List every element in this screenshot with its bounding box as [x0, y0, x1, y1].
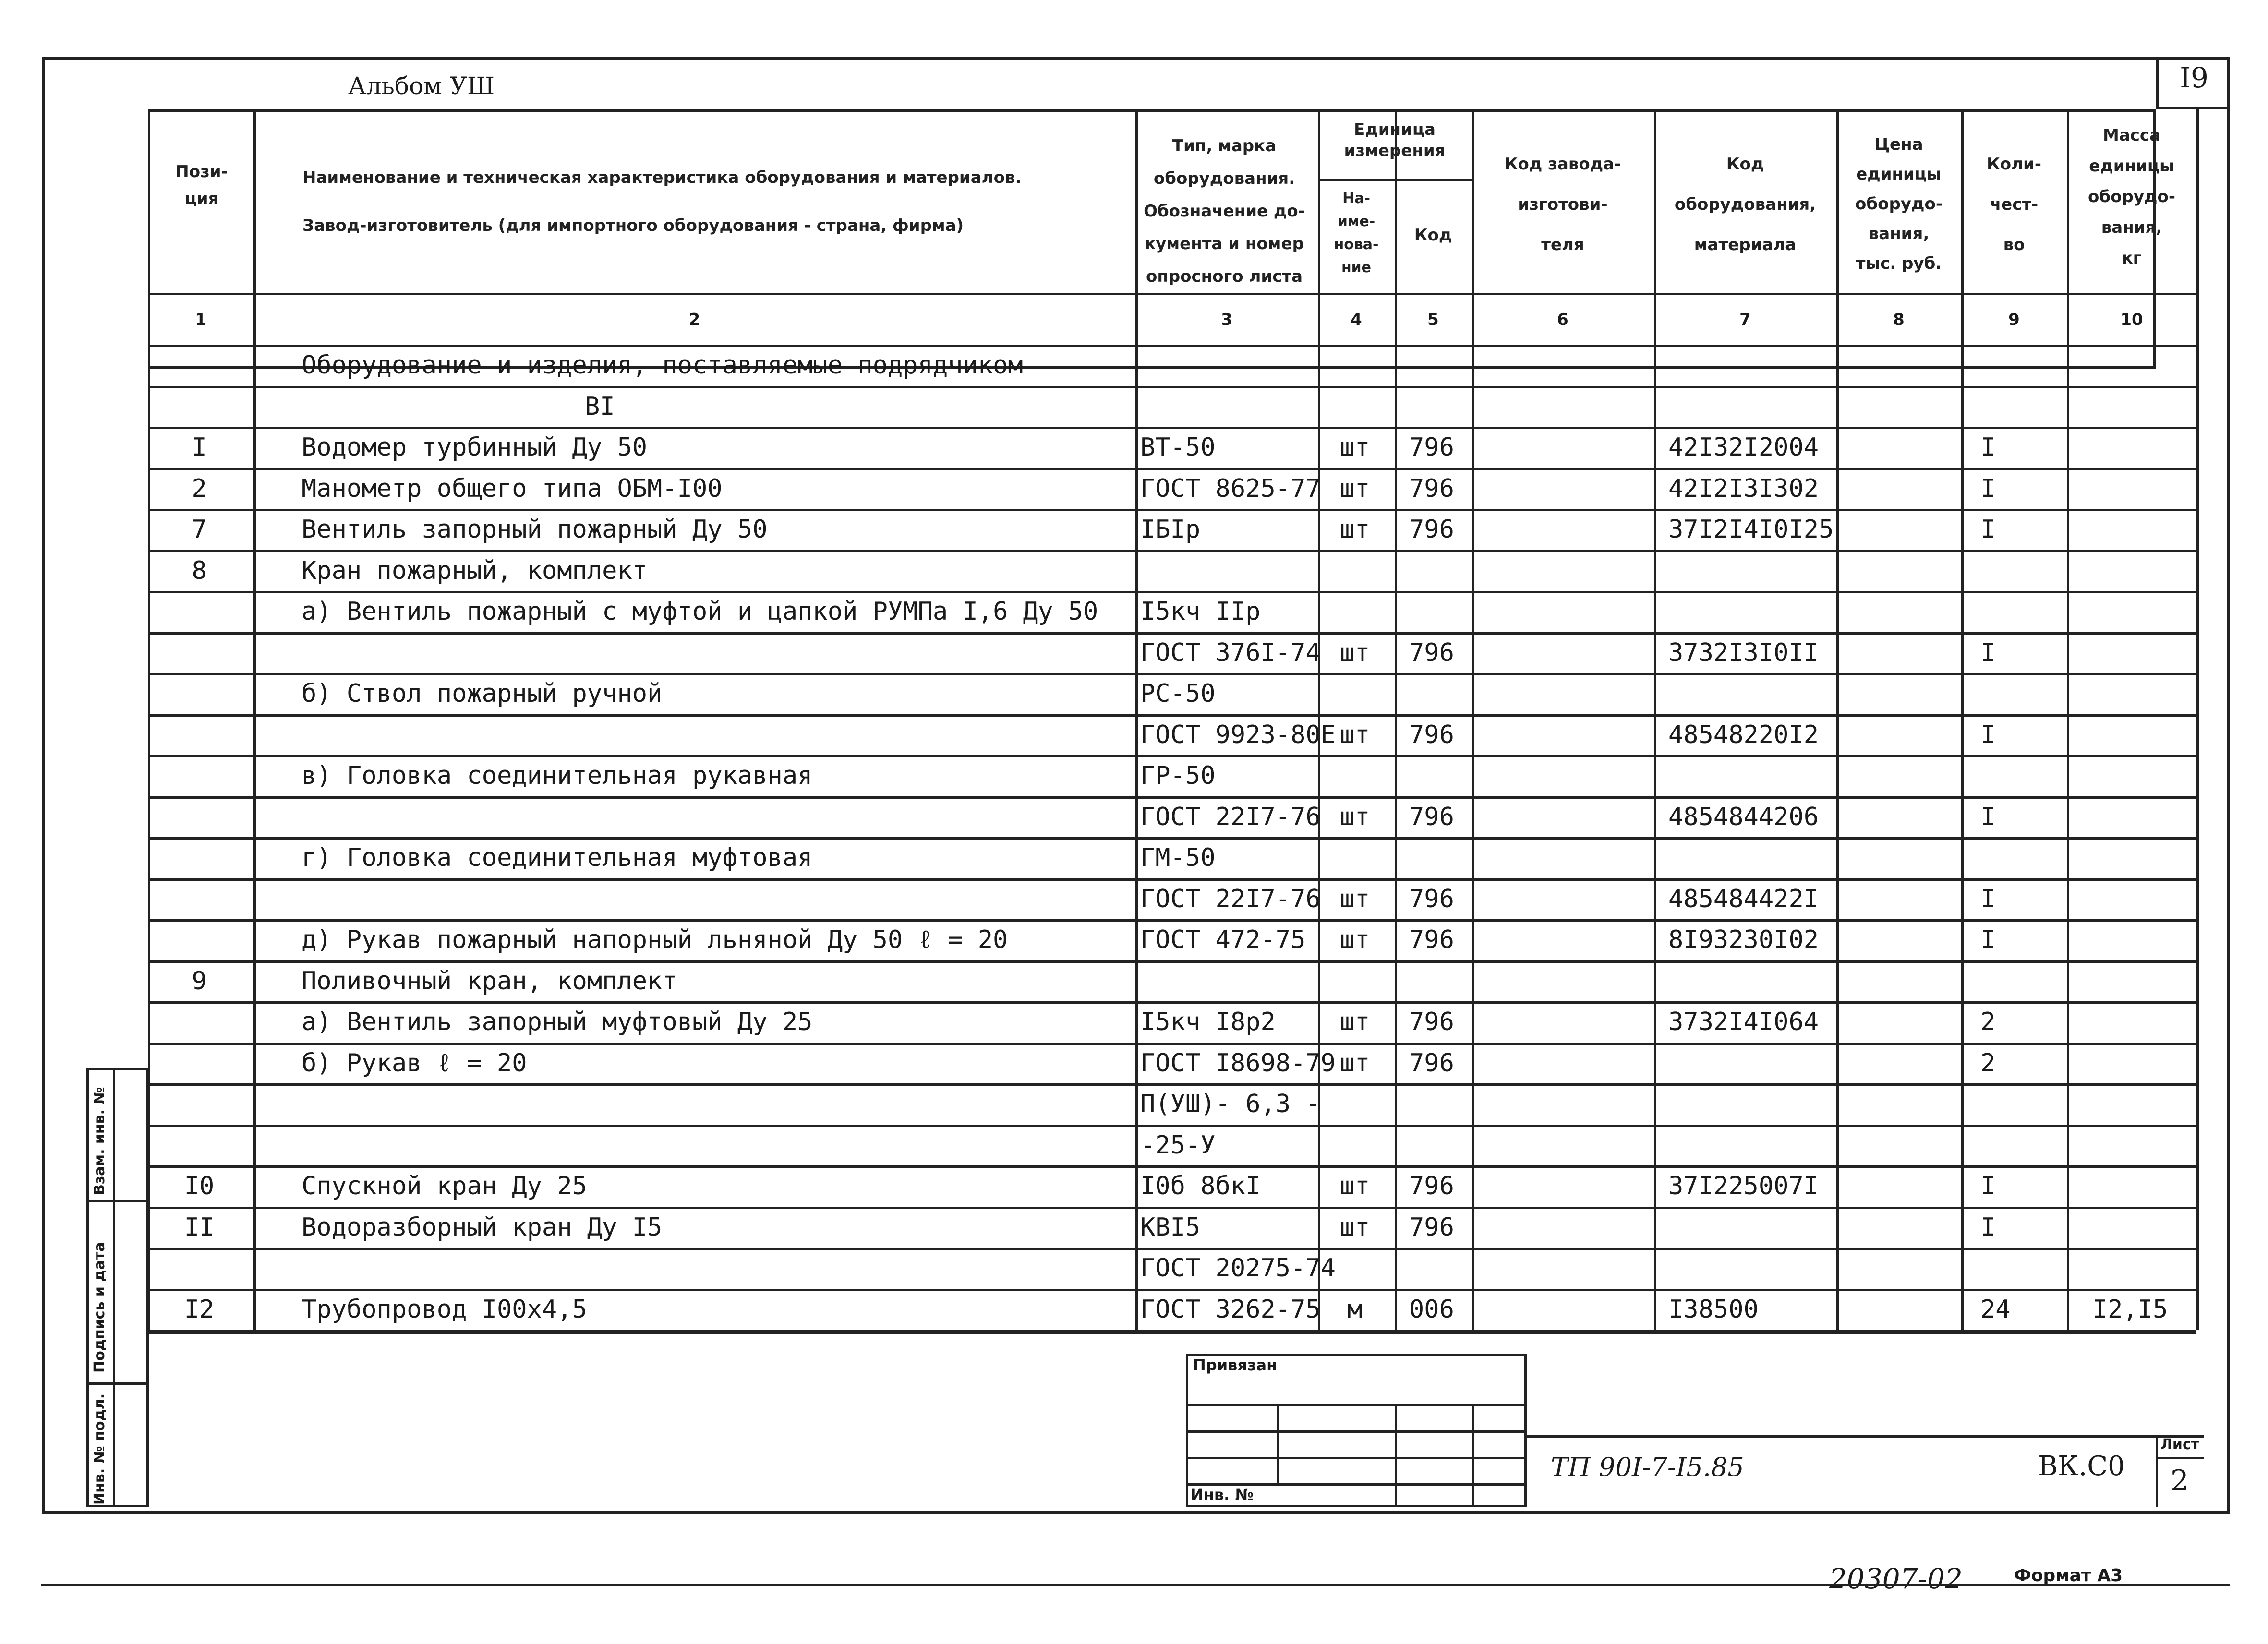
- cell-equipment-code: 4854844206: [1668, 802, 1819, 831]
- header-equipment-line: Код: [1726, 155, 1764, 174]
- cell-unit: шт: [1339, 802, 1370, 831]
- binding-box-line: [1186, 1457, 1527, 1459]
- header-type-line: Тип, марка: [1172, 136, 1277, 156]
- cell-quantity: I: [1980, 1172, 1996, 1200]
- header-subdivider: [1318, 179, 1472, 181]
- cell-quantity: I: [1980, 433, 1996, 462]
- cell-position: II: [184, 1212, 215, 1242]
- cell-unit: шт: [1339, 515, 1370, 544]
- cell-unit-code: 796: [1409, 1172, 1454, 1200]
- header-name-line: Завод-изготовитель (для импортного оборудования - страна, фирма): [302, 216, 964, 235]
- cell-type: I0б 8бкI: [1140, 1172, 1261, 1200]
- column-number: 6: [1557, 310, 1568, 329]
- cell-unit: шт: [1339, 1172, 1370, 1200]
- cell-unit-code: 796: [1409, 433, 1454, 462]
- cell-equipment-code: 37I225007I: [1668, 1172, 1819, 1200]
- side-stamp-divider: [113, 1068, 115, 1507]
- column-number: 7: [1739, 310, 1751, 329]
- header-price-line: тыс. руб.: [1856, 254, 1942, 273]
- cell-unit-code: 796: [1409, 1048, 1454, 1078]
- column-divider: [2196, 109, 2199, 1330]
- row-divider: [148, 796, 2196, 799]
- cell-type: РС-50: [1140, 679, 1216, 708]
- header-unit-name: [1318, 187, 1395, 279]
- cell-mass: I2,I5: [2092, 1295, 2168, 1324]
- cell-name: Водоразборный кран Ду I5: [302, 1212, 663, 1242]
- cell-unit: м: [1347, 1295, 1363, 1324]
- cell-equipment-code: 42I2I3I302: [1668, 474, 1819, 503]
- cell-equipment-code: 48548220I2: [1668, 720, 1819, 749]
- cell-type: I5кч I8р2: [1140, 1008, 1276, 1036]
- header-mass-line: вания,: [2101, 218, 2162, 237]
- page-number: I9: [2180, 61, 2208, 94]
- cell-position: 8: [192, 556, 207, 585]
- cell-type: П(УШ)- 6,3 -: [1140, 1090, 1321, 1118]
- header-bottom-line: [148, 293, 2196, 295]
- header-unit-code: Код: [1414, 226, 1452, 245]
- archive-number: 20307-02: [1829, 1562, 1963, 1595]
- cell-position: 2: [192, 474, 207, 503]
- header-position-line: ция: [184, 189, 219, 208]
- row-divider: [148, 673, 2196, 675]
- cell-unit: шт: [1339, 925, 1370, 954]
- cell-quantity: I: [1980, 925, 1996, 954]
- title-block-divider: [2156, 1435, 2158, 1507]
- cell-type: ГОСТ 22I7-76: [1140, 884, 1321, 913]
- header-name-line: Наименование и техническая характеристика оборудования и материалов.: [302, 168, 1022, 187]
- header-unit-line: Единица: [1354, 120, 1436, 139]
- cell-name: BI: [585, 392, 615, 421]
- header-type-line: оборудования.: [1153, 169, 1295, 188]
- cell-type: КВI5: [1140, 1212, 1201, 1242]
- cell-unit-code: 796: [1409, 1212, 1454, 1242]
- row-divider: [148, 1125, 2196, 1127]
- row-divider: [148, 755, 2196, 757]
- row-divider: [148, 1289, 2196, 1291]
- cell-position: I0: [184, 1172, 215, 1200]
- binding-label: Привязан: [1193, 1356, 1278, 1374]
- cell-type: ГМ-50: [1140, 843, 1216, 872]
- cell-equipment-code: 8I93230I02: [1668, 925, 1819, 954]
- cell-type: ГОСТ 22I7-76: [1140, 802, 1321, 831]
- cell-equipment-code: 3732I4I064: [1668, 1008, 1819, 1036]
- binding-box-line: [1186, 1430, 1527, 1433]
- cell-type: ГОСТ 472-75: [1140, 925, 1306, 954]
- cell-type: ГОСТ 8625-77: [1140, 474, 1321, 503]
- cell-name: б) Рукав ℓ = 20: [302, 1048, 527, 1078]
- cell-position: I2: [184, 1295, 215, 1324]
- header-mass-line: Масса: [2102, 126, 2161, 145]
- header-quantity-line: во: [2003, 235, 2025, 254]
- header-price-line: единицы: [1856, 165, 1942, 184]
- cell-name: б) Ствол пожарный ручной: [302, 679, 663, 708]
- title-block-divider: [2156, 1457, 2204, 1459]
- inventory-number-label: Инв. №: [1191, 1486, 1254, 1504]
- row-divider: [148, 632, 2196, 635]
- header-name: [302, 154, 1119, 250]
- side-stamp-divider: [86, 1382, 149, 1385]
- row-divider: [148, 960, 2196, 963]
- cell-name: а) Вентиль запорный муфтовый Ду 25: [302, 1008, 813, 1036]
- cell-unit: шт: [1339, 638, 1370, 667]
- bottom-edge-line: [41, 1584, 2230, 1586]
- row-divider: [148, 386, 2196, 388]
- document-code: ТП 90I-7-I5.85: [1551, 1452, 1744, 1482]
- paper-format: Формат А3: [2014, 1566, 2123, 1585]
- cell-name: Вентиль запорный пожарный Ду 50: [302, 515, 768, 544]
- cell-quantity: I: [1980, 638, 1996, 667]
- cell-type: ГОСТ 9923-80Е: [1140, 720, 1336, 749]
- cell-unit: шт: [1339, 1212, 1370, 1242]
- header-price: [1836, 130, 1961, 278]
- binding-box-line: [1472, 1404, 1474, 1507]
- cell-type: -25-У: [1140, 1130, 1216, 1160]
- binding-box-line: [1395, 1404, 1397, 1507]
- row-divider: [148, 878, 2196, 881]
- cell-equipment-code: 42I32I2004: [1668, 433, 1819, 462]
- cell-equipment-code: 485484422I: [1668, 884, 1819, 913]
- side-stamp-signature: Подпись и дата: [91, 1242, 108, 1373]
- column-number: 3: [1221, 310, 1232, 329]
- column-number: 2: [688, 310, 700, 329]
- cell-type: I5кч IIр: [1140, 597, 1261, 626]
- cell-type: ГОСТ 3262-75: [1140, 1295, 1321, 1324]
- cell-unit-code: 796: [1409, 515, 1454, 544]
- row-divider: [148, 919, 2196, 922]
- cell-type: ВТ-50: [1140, 433, 1216, 462]
- header-equipment-line: материала: [1694, 235, 1797, 254]
- cell-position: 9: [192, 966, 207, 996]
- cell-quantity: I: [1980, 720, 1996, 749]
- cell-quantity: I: [1980, 1212, 1996, 1242]
- cell-unit-code: 796: [1409, 925, 1454, 954]
- cell-quantity: 24: [1980, 1295, 2011, 1324]
- table-bottom-line: [148, 1332, 2196, 1334]
- column-number: 10: [2120, 310, 2143, 329]
- cell-unit-code: 006: [1409, 1295, 1454, 1324]
- cell-unit-code: 796: [1409, 1008, 1454, 1036]
- sheet-label: Лист: [2160, 1436, 2200, 1453]
- row-divider: [148, 509, 2196, 511]
- header-mass: [2067, 120, 2196, 274]
- cell-type: IБIр: [1140, 515, 1201, 544]
- document-mark: ВК.С0: [2038, 1451, 2125, 1482]
- cell-equipment-code: 3732I3I0II: [1668, 638, 1819, 667]
- side-stamp-divider: [86, 1200, 149, 1202]
- cell-name: Поливочный кран, комплект: [302, 966, 677, 996]
- cell-name: в) Головка соединительная рукавная: [302, 761, 813, 790]
- header-type-line: кумента и номер: [1145, 234, 1304, 253]
- column-number-bottom-line: [148, 345, 2196, 347]
- row-divider: [148, 837, 2196, 840]
- header-quantity-line: Коли-: [1987, 155, 2041, 174]
- cell-unit-code: 796: [1409, 802, 1454, 831]
- cell-quantity: 2: [1980, 1048, 1996, 1078]
- cell-unit-code: 796: [1409, 720, 1454, 749]
- side-stamp-inventory: Инв. № подл.: [91, 1393, 108, 1505]
- cell-equipment-code: I38500: [1668, 1295, 1759, 1324]
- header-equipment-code: [1654, 144, 1836, 265]
- cell-name: Трубопровод I00х4,5: [302, 1295, 587, 1324]
- album-label: Альбом УШ: [348, 72, 495, 100]
- row-divider: [148, 1165, 2196, 1168]
- cell-name: Спускной кран Ду 25: [302, 1172, 587, 1200]
- column-number: 5: [1427, 310, 1439, 329]
- cell-name: Оборудование и изделия, поставляемые подрядчиком: [302, 351, 1023, 380]
- header-mass-line: кг: [2122, 249, 2142, 268]
- cell-unit-code: 796: [1409, 884, 1454, 913]
- binding-box-line: [1277, 1404, 1279, 1483]
- binding-box-line: [1186, 1404, 1527, 1406]
- row-divider: [148, 591, 2196, 593]
- cell-unit: шт: [1339, 474, 1370, 503]
- cell-quantity: I: [1980, 884, 1996, 913]
- cell-unit: шт: [1339, 1048, 1370, 1078]
- header-mass-line: оборудо-: [2088, 187, 2175, 206]
- column-number: 9: [2008, 310, 2020, 329]
- cell-unit-code: 796: [1409, 474, 1454, 503]
- column-number: 8: [1893, 310, 1905, 329]
- header-type-line: Обозначение до-: [1144, 202, 1305, 221]
- cell-quantity: 2: [1980, 1008, 1996, 1036]
- header-plant-line: теля: [1541, 235, 1584, 254]
- cell-type: ГОСТ 376I-74: [1140, 638, 1321, 667]
- header-type-line: опросного листа: [1146, 267, 1303, 286]
- cell-name: а) Вентиль пожарный с муфтой и цапкой РУМПа I,6 Ду 50: [302, 597, 1098, 626]
- column-number: 4: [1351, 310, 1362, 329]
- side-stamp-replace: Взам. инв. №: [91, 1087, 108, 1195]
- header-plant-line: изготови-: [1518, 195, 1608, 214]
- header-unit-name-line: име-: [1337, 213, 1375, 230]
- column-number: 1: [195, 310, 206, 329]
- cell-quantity: I: [1980, 474, 1996, 503]
- row-divider: [148, 1207, 2196, 1209]
- header-quantity-line: чест-: [1990, 195, 2039, 214]
- row-divider: [148, 427, 2196, 429]
- header-quantity: [1961, 144, 2067, 265]
- row-divider: [148, 468, 2196, 470]
- cell-unit: шт: [1339, 884, 1370, 913]
- header-price-line: оборудо-: [1855, 194, 1942, 214]
- sheet-number: 2: [2170, 1464, 2189, 1498]
- header-price-line: вания,: [1868, 224, 1930, 243]
- header-unit-name-line: На-: [1342, 190, 1370, 207]
- row-divider: [148, 1083, 2196, 1086]
- cell-name: Манометр общего типа ОБМ-I00: [302, 474, 723, 503]
- header-unit-line: измерения: [1344, 141, 1446, 160]
- header-plant-code: [1472, 144, 1654, 265]
- row-divider: [148, 1248, 2196, 1250]
- header-mass-line: единицы: [2089, 156, 2174, 176]
- cell-name: д) Рукав пожарный напорный льняной Ду 50 ℓ = 20: [302, 925, 1008, 954]
- cell-position: I: [192, 433, 207, 462]
- header-price-line: Цена: [1874, 135, 1923, 154]
- cell-quantity: I: [1980, 802, 1996, 831]
- cell-name: Кран пожарный, комплект: [302, 556, 648, 585]
- row-divider: [148, 550, 2196, 552]
- cell-equipment-code: 37I2I4I0I25: [1668, 515, 1834, 544]
- header-unit-name-line: ние: [1341, 259, 1372, 276]
- cell-unit: шт: [1339, 720, 1370, 749]
- header-position-line: Пози-: [175, 162, 228, 181]
- header-equipment-line: оборудования,: [1674, 195, 1816, 214]
- cell-type: ГОСТ 20275-74: [1140, 1254, 1336, 1283]
- cell-quantity: I: [1980, 515, 1996, 544]
- cell-name: г) Головка соединительная муфтовая: [302, 843, 813, 872]
- cell-type: ГР-50: [1140, 761, 1216, 790]
- header-type: [1135, 130, 1313, 293]
- row-divider: [148, 714, 2196, 717]
- row-divider: [148, 1001, 2196, 1004]
- header-position: [158, 158, 245, 212]
- cell-unit: шт: [1339, 1008, 1370, 1036]
- cell-name: Водомер турбинный Ду 50: [302, 433, 648, 462]
- row-divider: [148, 1043, 2196, 1045]
- cell-type: ГОСТ I8698-79: [1140, 1048, 1336, 1078]
- cell-unit-code: 796: [1409, 638, 1454, 667]
- header-plant-line: Код завода-: [1504, 155, 1621, 174]
- cell-unit: шт: [1339, 433, 1370, 462]
- header-unit-name-line: нова-: [1334, 236, 1379, 253]
- cell-position: 7: [192, 515, 207, 544]
